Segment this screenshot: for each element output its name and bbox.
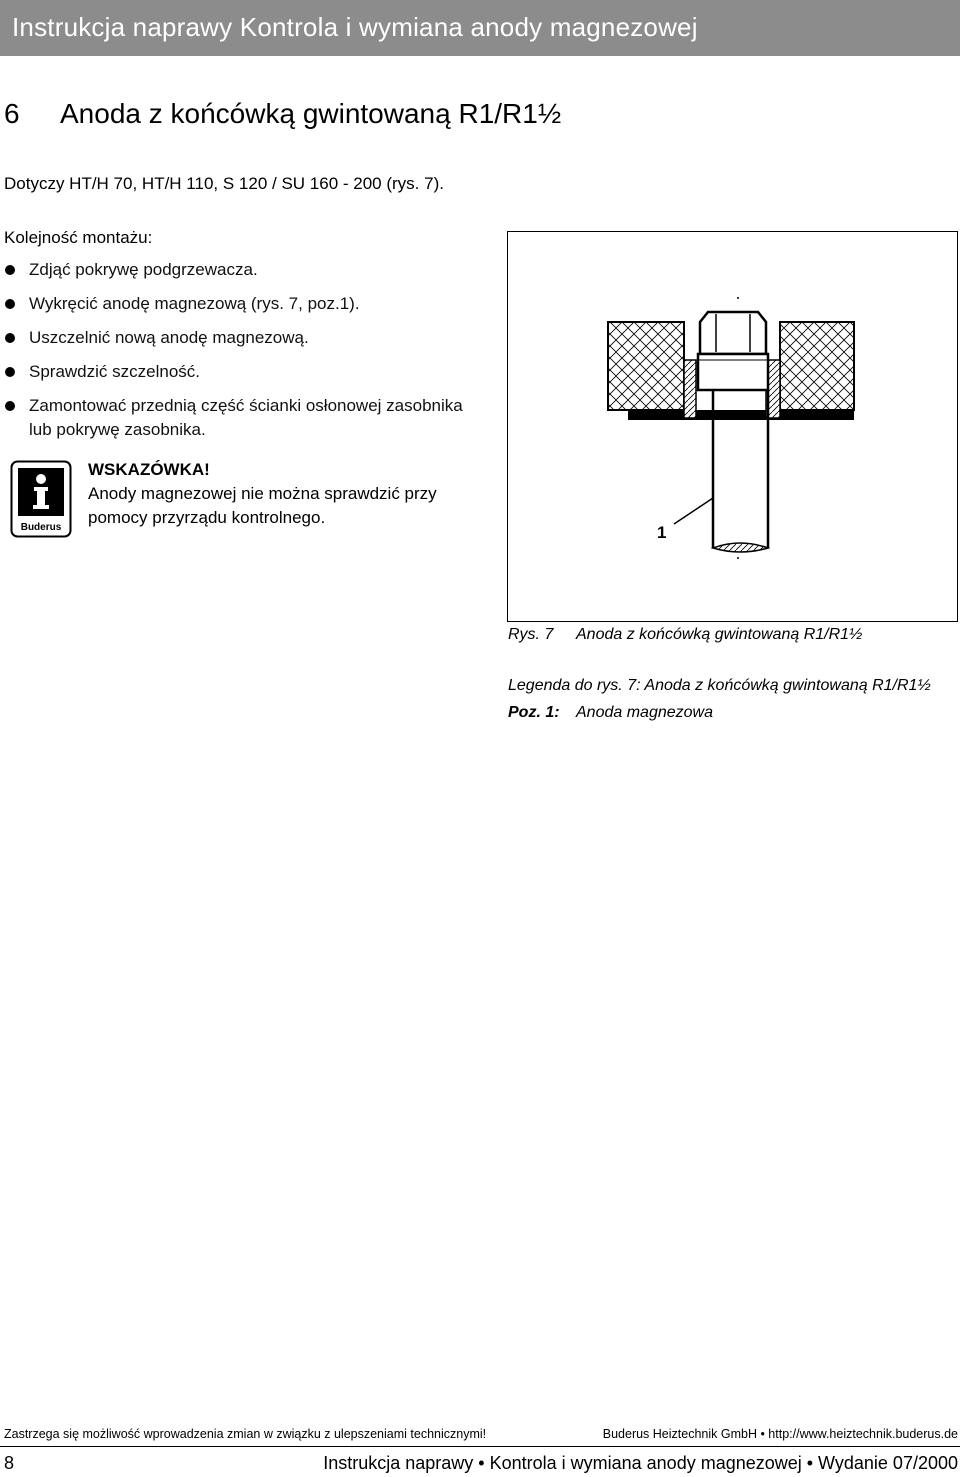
bullet-icon [5, 367, 15, 377]
legend-item-text: Anoda magnezowa [576, 704, 713, 721]
info-icon [10, 460, 72, 538]
note-heading: WSKAZÓWKA! [88, 460, 210, 479]
page-number: 8 [4, 1453, 15, 1473]
brand-label: Buderus [20, 522, 62, 533]
footer-company: Buderus Heiztechnik GmbH • http://www.heiztechnik.buderus.de [602, 1427, 958, 1441]
step-text: Uszczelnić nową anodę magnezową. [29, 328, 309, 347]
note-box [88, 458, 468, 530]
legend-title: Legenda do rys. 7: Anoda z końcówką gwintowaną R1/R1½ [508, 677, 931, 694]
caption-label: Rys. 7 [508, 626, 554, 643]
footer-divider [0, 1446, 960, 1447]
note-text: Anody magnezowej nie można sprawdzić przy pomocy przyrządu kontrolnego. [88, 484, 437, 527]
insulation-left [608, 322, 684, 410]
legend-item-label: Poz. 1: [508, 704, 560, 721]
sleeve-left [684, 360, 696, 418]
footer-disclaimer: Zastrzega się możliwość wprowadzenia zmian w związku z ulepszeniami technicznymi! [4, 1427, 487, 1441]
footer-document-info: Instrukcja naprawy • Kontrola i wymiana anody magnezowej • Wydanie 07/2000 [323, 1453, 958, 1473]
anode-drawing [508, 232, 959, 623]
position-label: 1 [657, 523, 667, 542]
bullet-icon [5, 265, 15, 275]
list-item [4, 394, 464, 442]
assembly-steps-list [4, 258, 464, 452]
header-bar [0, 0, 960, 56]
insulation-right [780, 322, 854, 410]
rod-break [713, 543, 768, 552]
thread-neck [698, 354, 768, 390]
bullet-icon [5, 333, 15, 343]
bullet-icon [5, 401, 15, 411]
figure-drawing [507, 231, 958, 622]
list-item [4, 292, 464, 316]
step-text: Wykręcić anodę magnezową (rys. 7, poz.1). [29, 294, 360, 313]
list-item [4, 258, 464, 282]
leader-line [674, 498, 713, 524]
step-text: Zdjąć pokrywę podgrzewacza. [29, 260, 258, 279]
hex-nut [700, 312, 766, 354]
step-text: Sprawdzić szczelność. [29, 362, 201, 381]
assembly-order-heading: Kolejność montażu: [4, 228, 153, 247]
tank-wall [628, 410, 854, 420]
bullet-icon [5, 299, 15, 309]
list-item [4, 326, 464, 350]
caption-text: Anoda z końcówką gwintowaną R1/R1½ [576, 626, 863, 643]
section-number: 6 [4, 98, 20, 129]
list-item [4, 360, 464, 384]
header-title: Instrukcja naprawy Kontrola i wymiana anody magnezowej [12, 12, 698, 42]
step-text: Zamontować przednią część ścianki osłonowej zasobnika lub pokrywę zasobnika. [29, 396, 463, 439]
section-title: Anoda z końcówką gwintowaną R1/R1½ [60, 98, 562, 129]
intro-text: Dotyczy HT/H 70, HT/H 110, S 120 / SU 160 - 200 (rys. 7). [4, 174, 444, 193]
